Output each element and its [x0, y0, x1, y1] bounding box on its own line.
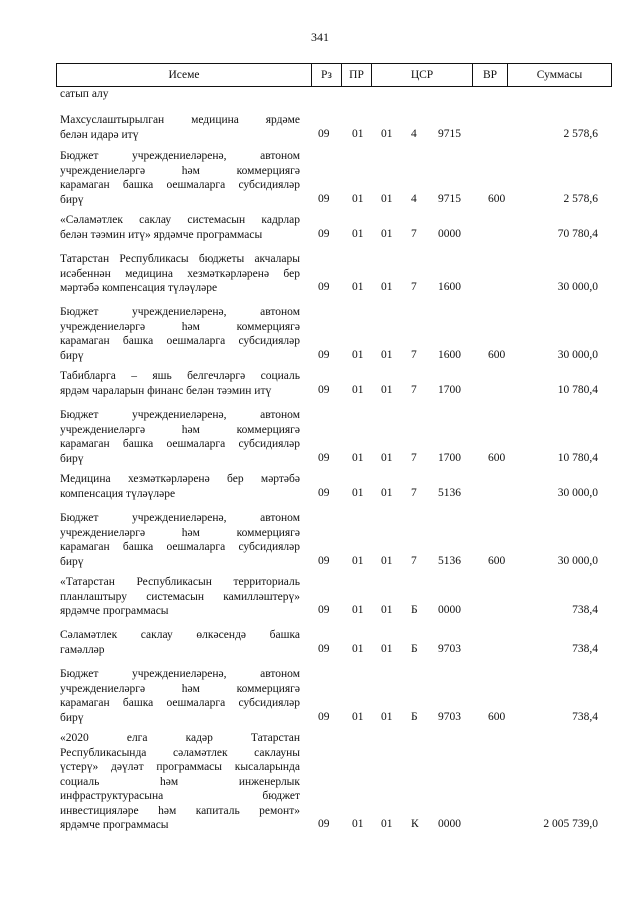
row-csr-3: 9703: [438, 710, 461, 723]
row-rz: 09: [318, 383, 330, 396]
row-pr: 01: [352, 227, 364, 240]
header-vr: ВР: [473, 63, 508, 87]
row-csr-1: 01: [381, 818, 393, 830]
table-row: [56, 575, 612, 619]
row-csr-3: 9715: [438, 192, 461, 205]
row-pr: 01: [352, 348, 364, 361]
row-rz: 09: [318, 127, 330, 140]
row-csr-1: 01: [381, 554, 393, 567]
row-pr: 01: [352, 818, 364, 830]
row-pr: 01: [352, 642, 364, 655]
row-csr-3: 0000: [438, 227, 461, 240]
row-name-line: Сәламәтлек саклау өлкәсендә башка: [60, 629, 300, 641]
row-name-line: учреждениеләргә һәм коммерциягә: [60, 164, 300, 177]
row-name-line: ярдәм чараларын финанс белән тәэмин итү: [60, 384, 272, 397]
row-name-line: Бюджет учреждениеләренә, автоном: [60, 306, 300, 318]
row-pr: 01: [352, 486, 364, 499]
row-name-line: учреждениеләргә һәм коммерциягә: [60, 423, 300, 436]
row-csr-1: 01: [381, 281, 393, 293]
row-name-line: карамаган башка оешмаларга субсидияләр: [60, 541, 300, 553]
row-name-line: Республикасында сәламәтлек саклауны: [60, 746, 300, 759]
row-vr: 600: [488, 192, 506, 205]
table-row: [56, 731, 612, 833]
table-row: [56, 408, 612, 466]
row-csr-2: 7: [411, 486, 417, 499]
row-csr-3: 0000: [438, 818, 461, 830]
row-name-line: Табибларга – яшь белгечләргә социаль: [60, 370, 300, 382]
row-name-line: ярдәмче программасы: [60, 819, 169, 831]
row-name: [60, 87, 300, 102]
row-name-line: инвестицияләре һәм капиталь ремонт»: [60, 804, 300, 817]
row-rz: 09: [318, 710, 330, 723]
table-row: [56, 628, 612, 657]
row-rz: 09: [318, 348, 330, 361]
row-name-line: Бюджет учреждениеләренә, автоном: [60, 409, 300, 421]
row-csr-3: 1600: [438, 348, 461, 361]
row-csr-2: 4: [411, 127, 417, 140]
row-pr: 01: [352, 383, 364, 396]
row-rz: 09: [318, 192, 330, 205]
row-name-line: бирү: [60, 349, 84, 362]
row-name: [60, 575, 300, 619]
row-csr-2: Б: [411, 604, 418, 616]
row-csr-1: 01: [381, 348, 393, 361]
row-name-line: белән идарә итү: [60, 128, 139, 141]
row-vr: 600: [488, 554, 506, 567]
row-csr-1: 01: [381, 710, 393, 723]
table-row: [56, 369, 612, 398]
row-rz: 09: [318, 451, 330, 464]
row-name-line: гамәлләр: [60, 643, 105, 656]
row-sum: 30 000,0: [557, 281, 598, 293]
row-name: [60, 213, 300, 242]
row-name-line: үстерү» дәүләт программасы кысаларында: [60, 761, 300, 773]
table-row: [56, 472, 612, 501]
row-sum: 2 005 739,0: [543, 818, 598, 830]
row-pr: 01: [352, 281, 364, 293]
row-csr-3: 5136: [438, 486, 461, 499]
table-row: [56, 252, 612, 296]
row-csr-3: 5136: [438, 554, 461, 567]
row-name-line: белән тәэмин итү» ярдәмче программасы: [60, 228, 263, 241]
row-csr-3: 1600: [438, 281, 461, 293]
row-csr-3: 1700: [438, 383, 461, 396]
row-sum: 70 780,4: [557, 227, 598, 240]
row-csr-2: 7: [411, 383, 417, 396]
row-csr-1: 01: [381, 227, 393, 240]
row-csr-2: 7: [411, 227, 417, 240]
row-vr: 600: [488, 451, 506, 464]
row-name: [60, 511, 300, 569]
row-pr: 01: [352, 192, 364, 205]
header-rz: Рз: [312, 63, 342, 87]
row-name: [60, 472, 300, 501]
row-name-line: бирү: [60, 452, 84, 465]
header-sum: Суммасы: [508, 63, 612, 87]
row-csr-1: 01: [381, 451, 393, 464]
row-rz: 09: [318, 554, 330, 567]
row-name-line: «Татарстан Республикасын территориаль: [60, 576, 300, 588]
row-name-line: бирү: [60, 555, 84, 568]
row-name-line: карамаган башка оешмаларга субсидияләр: [60, 697, 300, 709]
header-pr: ПР: [342, 63, 372, 87]
row-name-line: сатып алу: [60, 88, 109, 100]
table-row: [56, 305, 612, 363]
row-name-line: компенсация түләүләре: [60, 487, 176, 500]
row-sum: 30 000,0: [557, 554, 598, 567]
row-name-line: планлаштыру системасын камилләштерү»: [60, 590, 300, 603]
row-name: [60, 305, 300, 363]
row-sum: 738,4: [572, 710, 598, 723]
row-pr: 01: [352, 127, 364, 140]
row-sum: 738,4: [572, 642, 598, 655]
row-csr-3: 1700: [438, 451, 461, 464]
row-vr: 600: [488, 348, 506, 361]
row-csr-3: 0000: [438, 604, 461, 616]
row-rz: 09: [318, 486, 330, 499]
row-rz: 09: [318, 642, 330, 655]
row-csr-1: 01: [381, 604, 393, 616]
table-row: [56, 87, 612, 102]
row-name-line: учреждениеләргә һәм коммерциягә: [60, 682, 300, 695]
row-name-line: карамаган башка оешмаларга субсидияләр: [60, 179, 300, 191]
row-name-line: Бюджет учреждениеләренә, автоном: [60, 150, 300, 162]
table-row: [56, 667, 612, 725]
row-name: [60, 408, 300, 466]
row-name-line: учреждениеләргә һәм коммерциягә: [60, 320, 300, 333]
page-number: 341: [311, 30, 329, 44]
row-csr-2: 7: [411, 451, 417, 464]
row-name-line: инфраструктурасына бюджет: [60, 790, 300, 802]
row-name-line: «Сәламәтлек саклау системасын кадрлар: [60, 214, 300, 226]
row-name: [60, 252, 300, 296]
row-rz: 09: [318, 604, 330, 616]
row-pr: 01: [352, 604, 364, 616]
row-name-line: социаль һәм инженерлык: [60, 775, 300, 788]
row-name: [60, 369, 300, 398]
row-csr-1: 01: [381, 486, 393, 499]
table-body: [56, 87, 612, 907]
header-name: Исеме: [56, 63, 312, 87]
row-name-line: исәбеннән медицина хезмәткәрләренә бер: [60, 267, 300, 280]
row-csr-2: 7: [411, 554, 417, 567]
row-rz: 09: [318, 227, 330, 240]
row-name: [60, 667, 300, 725]
row-name-line: Бюджет учреждениеләренә, автоном: [60, 512, 300, 524]
row-pr: 01: [352, 710, 364, 723]
row-pr: 01: [352, 554, 364, 567]
row-csr-2: 4: [411, 192, 417, 205]
row-name-line: «2020 елга кадәр Татарстан: [60, 732, 300, 744]
row-sum: 2 578,6: [563, 127, 598, 140]
row-csr-1: 01: [381, 642, 393, 655]
row-csr-1: 01: [381, 383, 393, 396]
row-csr-1: 01: [381, 127, 393, 140]
table-row: [56, 149, 612, 207]
row-name: [60, 731, 300, 833]
row-name: [60, 149, 300, 207]
row-sum: 30 000,0: [557, 486, 598, 499]
row-name-line: Медицина хезмәткәрләренә бер мәртәбә: [60, 473, 300, 485]
row-vr: 600: [488, 710, 506, 723]
row-name-line: Татарстан Республикасы бюджеты акчалары: [60, 253, 300, 265]
row-rz: 09: [318, 818, 330, 830]
row-name: [60, 113, 300, 142]
header-csr: ЦСР: [372, 63, 473, 87]
row-name-line: учреждениеләргә һәм коммерциягә: [60, 526, 300, 539]
row-name-line: ярдәмче программасы: [60, 605, 169, 617]
table-row: [56, 511, 612, 569]
row-name: [60, 628, 300, 657]
row-name-line: карамаган башка оешмаларга субсидияләр: [60, 438, 300, 450]
row-sum: 738,4: [572, 604, 598, 616]
row-rz: 09: [318, 281, 330, 293]
row-pr: 01: [352, 451, 364, 464]
table-row: [56, 113, 612, 142]
row-csr-1: 01: [381, 192, 393, 205]
row-name-line: бирү: [60, 193, 84, 206]
row-name-line: Бюджет учреждениеләренә, автоном: [60, 668, 300, 680]
row-sum: 10 780,4: [557, 383, 598, 396]
row-name-line: бирү: [60, 711, 84, 724]
table-row: [56, 213, 612, 242]
row-csr-2: К: [411, 818, 419, 830]
row-name-line: Махсуслаштырылган медицина ярдәме: [60, 114, 300, 126]
row-csr-3: 9703: [438, 642, 461, 655]
row-name-line: карамаган башка оешмаларга субсидияләр: [60, 335, 300, 347]
row-csr-3: 9715: [438, 127, 461, 140]
row-csr-2: 7: [411, 348, 417, 361]
row-name-line: мәртәбә компенсация түләүләре: [60, 282, 218, 294]
row-csr-2: 7: [411, 281, 417, 293]
row-csr-2: Б: [411, 642, 418, 655]
row-csr-2: Б: [411, 710, 418, 723]
row-sum: 30 000,0: [557, 348, 598, 361]
row-sum: 10 780,4: [557, 451, 598, 464]
row-sum: 2 578,6: [563, 192, 598, 205]
